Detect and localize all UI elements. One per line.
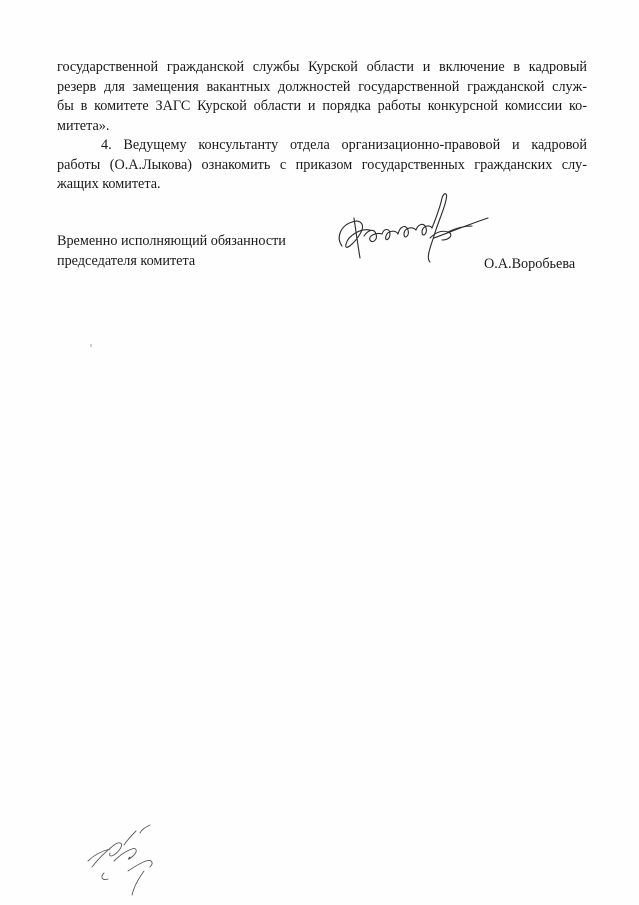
body-line: жащих комитета. bbox=[57, 176, 161, 192]
handwritten-signature bbox=[330, 188, 495, 270]
scan-speck bbox=[90, 344, 92, 347]
body-line: государственной гражданской службы Курской области и включение в кадровый bbox=[57, 59, 587, 75]
body-line: бы в комитете ЗАГС Курской области и порядка работы конкурсной комиссии ко- bbox=[57, 98, 587, 114]
body-line: 4. Ведущему консультанту отдела организационно-правовой и кадровой bbox=[101, 137, 587, 153]
body-line: резерв для замещения вакантных должностей государственной гражданской служ- bbox=[57, 78, 587, 95]
position-line: председателя комитета bbox=[57, 252, 196, 269]
body-line: митета». bbox=[57, 117, 110, 134]
body-line: работы (О.А.Лыкова) ознакомить с приказом государственных гражданских слу- bbox=[57, 156, 587, 173]
position-line: Временно исполняющий обязанности bbox=[57, 233, 286, 249]
signatory-position bbox=[57, 232, 286, 271]
signatory-name: О.А.Воробьева bbox=[484, 256, 576, 272]
handwritten-initials bbox=[80, 815, 170, 900]
document-body bbox=[57, 58, 587, 195]
